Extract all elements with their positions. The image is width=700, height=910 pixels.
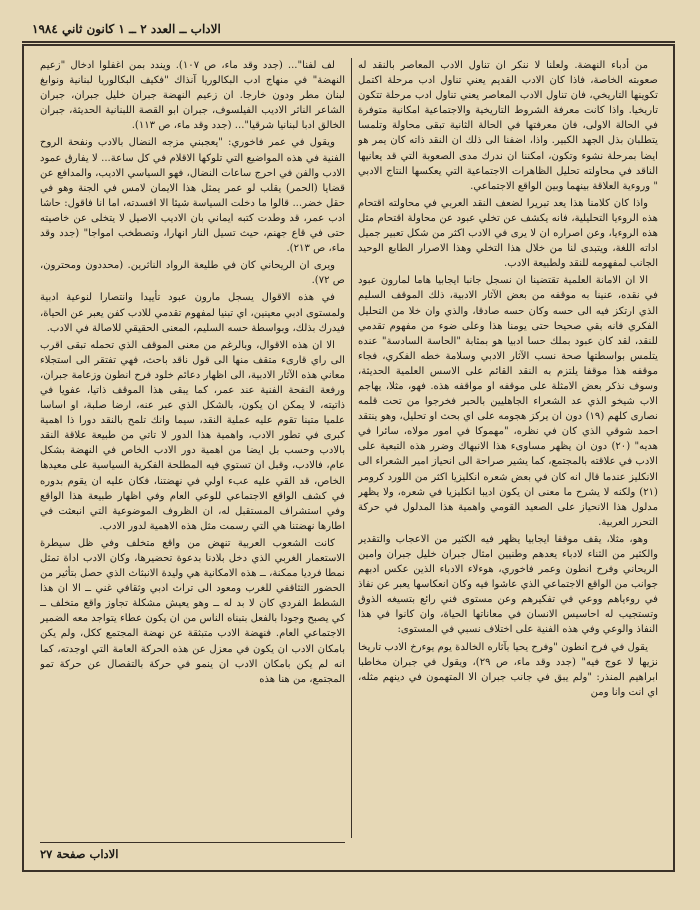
running-header — [22, 18, 675, 42]
paragraph: كانت الشعوب العربية تنهض من واقع متخلف وفي ظل سيطرة الاستعمار الغربي الذي دخل بلادنا بدعوة تحضيرها، وكان الادب اداة تمثل نمطا فرديا ممكنة، ــ هذه الامكانية هي وليدة الانبثاث الذي حصل بتأثير من الحضور التثاقفي للغرب ومعود الى تراث ادبي وثقافي غني ــ الا ان هذا الشطط الفردي كان لا بد له ــ وهو يعيش مشكلة تجاوز واقع متخلف ــ كي يصبح وجودا بالفعل بتبناه الناس من ان يكون عطاء يتواجد معه الضمير الاجتماعي العام. فنهضة الادب متبثقة عن نهضة المجتمع ككل، ولم يكن بامكان الادب ان يكون في معزل عن هذه الحركة العامة التي اوجدته، كما انه لم يكن بامكان الادب ان ينمو في حركة بالتفصال عن حركة تمو المجتمع، من هنا هذه — [40, 537, 345, 685]
paragraph: لف لفنا"... (جدد وقد ماء، ص ١٠٧). ويندد بمن اغفلوا ادخال "زعيم النهضة" في منهاج ادب البكالوريا آنذاك "فكيف البكالوريا لبنانية ونوابغ لبنان مطر ودون خارجا. ان زعيم النهضة جبران خليل جبران، جبران الشاعر الناثر الاديب الفيلسوف، جبران ابو القصة اللبنانية الحديثة، جبران الخالق ادبا لبنانيا شرقيا"... (جدد وقد ماء، ص ١١٣). — [40, 60, 345, 132]
paragraph: يقول في فرح انطون "وفرح يحيا بآثاره الخالدة يوم يوءرخ الادب تاريخا نزيها لا عوج فيه" (جدد وقد ماء، ص ٢٩)، ويقول في جبران مخاطبا ابراهيم المنذر: "ولم يبق في جانب جبران الا المتهمون في دينهم مثله، اي انت وانا ومن — [358, 641, 658, 698]
paragraph: في هذه الاقوال يسجل مارون عبود تأييدا وانتصارا لنوعية ادبية ولمستوى ادبي معينين، اي تبنيا لمفهوم تقدمي للادب كفن يعبر عن الحياة، فيدرك بذلك، وبواسطة حسه السليم، المعنى الحقيقي للاصالة في الادب. — [40, 292, 345, 334]
page-footer: الاداب صفحة ٢٧ — [40, 847, 119, 861]
paragraph: وهو، مثلا، يقف موقفا ايجابيا يظهر فيه الكثير من الاعجاب والتقدير والكثير من الثناء لادباء يعدهم وطنيين امثال جبران خليل جبران وامين الريحاني وفرح انطون وعمر فاخوري، هوءلاء الادباء الذين عكس ادبهم جوانب من الواقع الاجتماعي الذي عاشوا فيه وكان انعكاسها يعبر عن نفاذ في روءياهم ووعي في تفكيرهم وعن مستوى فني رائع بتسيغه الذوق وتستجيب له احاسيس الانسان في معاناتها الحياة، وان كانوا في هذا النفاذ والوعي وفي هذه الفنية على اختلاف نسبي في المستوى: — [358, 533, 658, 636]
paragraph: ويرى ان الريحاني كان في طليعة الرواد الناثرين. (محددون ومحترون، ص ٧٢). — [40, 260, 345, 287]
column-divider — [351, 58, 352, 838]
paragraph: الا ان هذه الاقوال، وبالرغم من معنى الموقف الذي تحمله تبقى اقرب الى راي قارىء متقف منها الى قول ناقد باحث، فهي تفتقر الى استجلاء معاني هذه الآثار الادبية، الى اظهار دعائم خلود فرح انطون وزعامة جبران، ورفعة النفحة الفنية عند عمر، كما يبقى هذا الموقف ذاتيا، عفويا في ذاتيته، لا يمكن ان يكون، بالشكل الذي عبر عنه، ارضا صلبة، او اساسا علميا متينا تقوم عليه عملية النقد، سيما وانك تلمح بالنقد دورا ذا اهمية كبرى في تطور الادب، واهمية هذا الدور لا تاتي من طبيعة علاقة النقد بالادب وحسب بل ايضا من اهمية دور الادب الخاص في النهضة بشكل عام، فالادب، وقبل ان تستوي فيه المطلحة الفكرية السياسية على معيدها الخاص، قد القي عليه عبء اولي في نهضتنا، فكان عليه ان يقوم بدوره في كشف الواقع الاجتماعي للوعي العام وفي اظهار طبيعة هذا الواقع وفي استشراف المستقبل له، ان الظروف الموضوعية التي انبعثت في اطارها نهضتنا هي التي رسمت مثل هذه الاهمية لدور الادب. — [40, 339, 345, 532]
header-rule — [22, 41, 675, 43]
right-column — [358, 58, 658, 848]
issue-line: الاداب ــ العدد ٢ ــ ١ كانون ثاني ١٩٨٤ — [32, 22, 221, 36]
paragraph: الا ان الامانة العلمية تقتضينا ان نسجل جانبا ايجابيا هاما لمارون عبود في نقده، عنينا به موقفه من بعض الآثار الادبية، ذلك الموقف السليم الذي ارتكز فيه الى حسه وكان حسه صادقا، والذي وان خلا من التحليل الفكري فانه بقي صحيحا حتى يومنا هذا وعلى ضوء من مفهوم تقدمي للنقد، لقد كان عبود بملك حسا ادبيا هو بمثابة "الحاسة السادسة" عنده يتلمس بواسطتها صحة نسب الآثار الادبي وسلامة خطه الفكري، فجاء موقفه هذا موقفا يلتزم به النقد القائم على الاسس العلمية الحديثة، وسوف نذكر بعض الامثلة على موقفه او مواقفه هذه. فهو، مثلا، يهاجم الاب شيخو الذي عد الشعراء الجاهليين بالحبر فخرجوا من تحت قلمه نصارى كلهم (١٩) دون ان يركز هجومه على اي بحث او تحليل، وهو ينتقد احمد شوقي الذي كان في نظره، "مهموكا في امور مولاه، سائرا في هديه" (٢٠) دون ان يظهر مساوىء هذا الانبهاك وضرر هذه التبعية على الادب في علاقته بالمجتمع، كما يشير صراحة الى انحياز امير الشعراء الى الانكليز عندما قال انه كان في بعض شعره انكليزيا اكثر من اللورد كرومر (٢١) ولكنه لا يشرح ما معنى ان يكون اديبا انكليزيا في شعره، ولا يظهر مدلول هذا الانحياز على الصعيد القومي واهمية هذا المدلول في حركة التحرر العربية. — [358, 275, 658, 528]
footer-rule — [40, 842, 345, 843]
paragraph: ويقول في عمر فاخوري: "يعجبني مزجه النضال بالادب ونفحة الروح الفنية في هذه المواضيع التي تلوكها الاقلام في كل ساعة... لا يفارق عمود الادب والفن في احرج ساعات النضال، فهو السياسي الاديب، والمدافع عن قضايا (الحمر) يقلب لو عمر يمثل هذا الايمان لامس في الجنة وهو في حقل خضر... قالوا ما دخلت السياسة شيئا الا افسدته، اما انا فاقول: حاشا ادب عمر، قد وطدت كتبه ايماني بان الاديب الاصيل لا يتخلى عن خاصيته حتى في قاع جهنم، حيث تسيل النار انهارا، وتصطخب امواجا" (جدد وقد ماء، ص ٢١٣). — [40, 137, 345, 255]
paragraph: من أدباء النهضة. ولعلنا لا ننكر ان تناول الادب المعاصر بالنقد له صعوبته الخاصة، فاذا كان الادب القديم يعني تناول ادب مرحلة اكتمل تكوينها التاريخي، فان تناول الادب المعاصر يعني تناول ادب مرحلة تتكون تاريخيا. واذا كانت معرفة الشروط التاريخية والاجتماعية امكانية متوفرة في الحالة الاولى، فان معرفتها في الحالة الثانية تبقى محاولة وتلمسا يتطلبان بذل الجهد الكبير. واذا، اضفنا الى ذلك ان النقد ذاته كان يمر هو ايضا بمرحلة نشوء وتكون، امكننا ان ندرك مدى الصعوبة التي قد يعانيها الناقد في محاولته تحليل الظاهرات الاجتماعية التي يعكسها النتاج الادبي " وروءية العلاقة بينهما وبين الواقع الاجتماعي. — [358, 60, 658, 192]
left-column — [40, 58, 345, 848]
paragraph: واذا كان كلامنا هذا يعد تبريرا لضعف النقد العربي في محاولته اقتحام هذه الروءيا التحليلية، فانه يكشف عن تخلي عبود عن محاولة اقتحام مثل هذه الروءيا، وعن اصراره ان لا يرى في الادب اكثر من شكل تعبير جميل اداته اللغة، ويتبدى لنا من خلال هذا التخلي وهذا الاصرار الطابع الوحيد الجانب لمفهومه للنقد ولطبيعة الادب. — [358, 197, 658, 270]
